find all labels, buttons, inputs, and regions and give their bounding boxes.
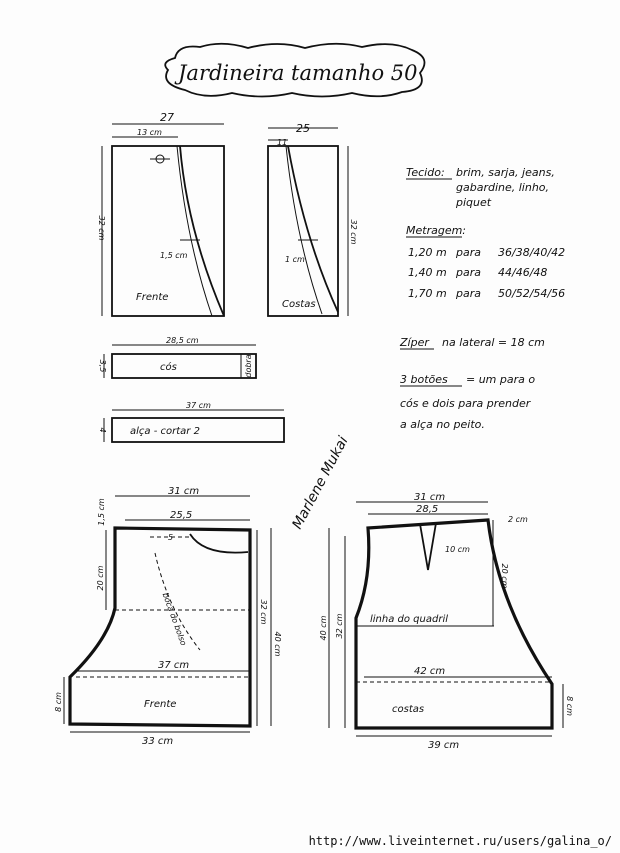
signature: Marlene Mukai [289, 433, 352, 532]
front-total-height: 40 cm [273, 631, 282, 657]
strap-height: 4 [98, 427, 107, 433]
yardage-word-1: para [456, 246, 481, 259]
bib-back-piece [268, 128, 348, 316]
front-top-width: 31 cm [168, 486, 200, 497]
footer-url: http://www.liveinternet.ru/users/galina_o/ [308, 834, 612, 848]
bib-back-label: Costas [282, 299, 316, 310]
buttons-label: 3 botões [400, 373, 448, 386]
buttons-line-2: cós e dois para prender [400, 397, 531, 410]
waistband-label: cós [160, 362, 177, 373]
front-pocket-label: boca do bolso [160, 591, 189, 647]
front-waist-width: 25,5 [170, 510, 193, 521]
fabric-label: Tecido: [406, 166, 445, 179]
back-dart-depth: 10 cm [445, 545, 470, 554]
yardage-amount-3: 1,70 m [408, 287, 447, 300]
bib-back-height: 32 cm [349, 219, 358, 245]
page-title: Jardineira tamanho 50 [178, 61, 418, 85]
front-hem-width: 33 cm [142, 736, 174, 747]
back-label: costas [392, 704, 425, 715]
back-hip-width: 42 cm [414, 666, 446, 677]
front-label: Frente [144, 699, 177, 710]
shorts-front-piece [64, 496, 271, 732]
bib-front-piece [102, 124, 224, 316]
strap-label: alça - cortar 2 [130, 426, 200, 437]
fabric-line-1: brim, sarja, jeans, [456, 166, 555, 179]
yardage-amount-2: 1,40 m [408, 266, 447, 279]
back-total-height: 40 cm [319, 615, 328, 641]
waistband-height: 3,5 [98, 359, 107, 373]
bib-back-curve: 1 cm [285, 255, 305, 264]
bib-back-width: 25 [296, 122, 310, 135]
buttons-line-1: = um para o [466, 373, 536, 386]
bib-front-curve: 1,5 cm [160, 251, 188, 260]
bib-front-height: 32 cm [97, 215, 106, 241]
yardage-sizes-2: 44/46/48 [498, 266, 548, 279]
front-pocket-depth: 20 cm [96, 565, 105, 591]
back-waist-width: 28,5 [416, 504, 439, 515]
front-side-height: 32 cm [259, 599, 268, 625]
front-waist-drop: 1,5 cm [97, 498, 106, 526]
strap-width: 37 cm [186, 401, 211, 410]
front-pocket-top: 5 [168, 533, 174, 542]
zipper-label: Zíper [400, 336, 429, 349]
back-hip-line: linha do quadril [370, 614, 449, 625]
back-crotch-height: 32 cm [335, 613, 344, 639]
front-hip-width: 37 cm [158, 660, 190, 671]
waistband-fold: dobra [244, 354, 253, 378]
front-hem-height: 8 cm [54, 692, 63, 712]
fabric-line-3: piquet [456, 196, 492, 209]
bib-front-label: Frente [136, 292, 169, 303]
notes-block [399, 166, 565, 431]
buttons-line-3: a alça no peito. [400, 418, 485, 431]
yardage-word-2: para [456, 266, 481, 279]
zipper-text: na lateral = 18 cm [442, 336, 545, 349]
bib-back-top-width: 11 [277, 138, 288, 147]
back-waist-rise: 2 cm [508, 515, 528, 524]
yardage-label: Metragem: [406, 224, 467, 237]
waistband-piece [104, 345, 256, 378]
back-hem-height: 8 cm [565, 696, 574, 716]
back-top-width: 31 cm [414, 492, 446, 503]
bib-front-top-width: 13 cm [137, 128, 162, 137]
back-side-height: 20 cm [500, 563, 509, 589]
yardage-amount-1: 1,20 m [408, 246, 447, 259]
yardage-sizes-3: 50/52/54/56 [498, 287, 566, 300]
yardage-word-3: para [456, 287, 481, 300]
waistband-width: 28,5 cm [166, 336, 199, 345]
fabric-line-2: gabardine, linho, [456, 181, 550, 194]
bib-front-width: 27 [160, 111, 174, 124]
yardage-sizes-1: 36/38/40/42 [498, 246, 566, 259]
back-hem-width: 39 cm [428, 740, 460, 751]
